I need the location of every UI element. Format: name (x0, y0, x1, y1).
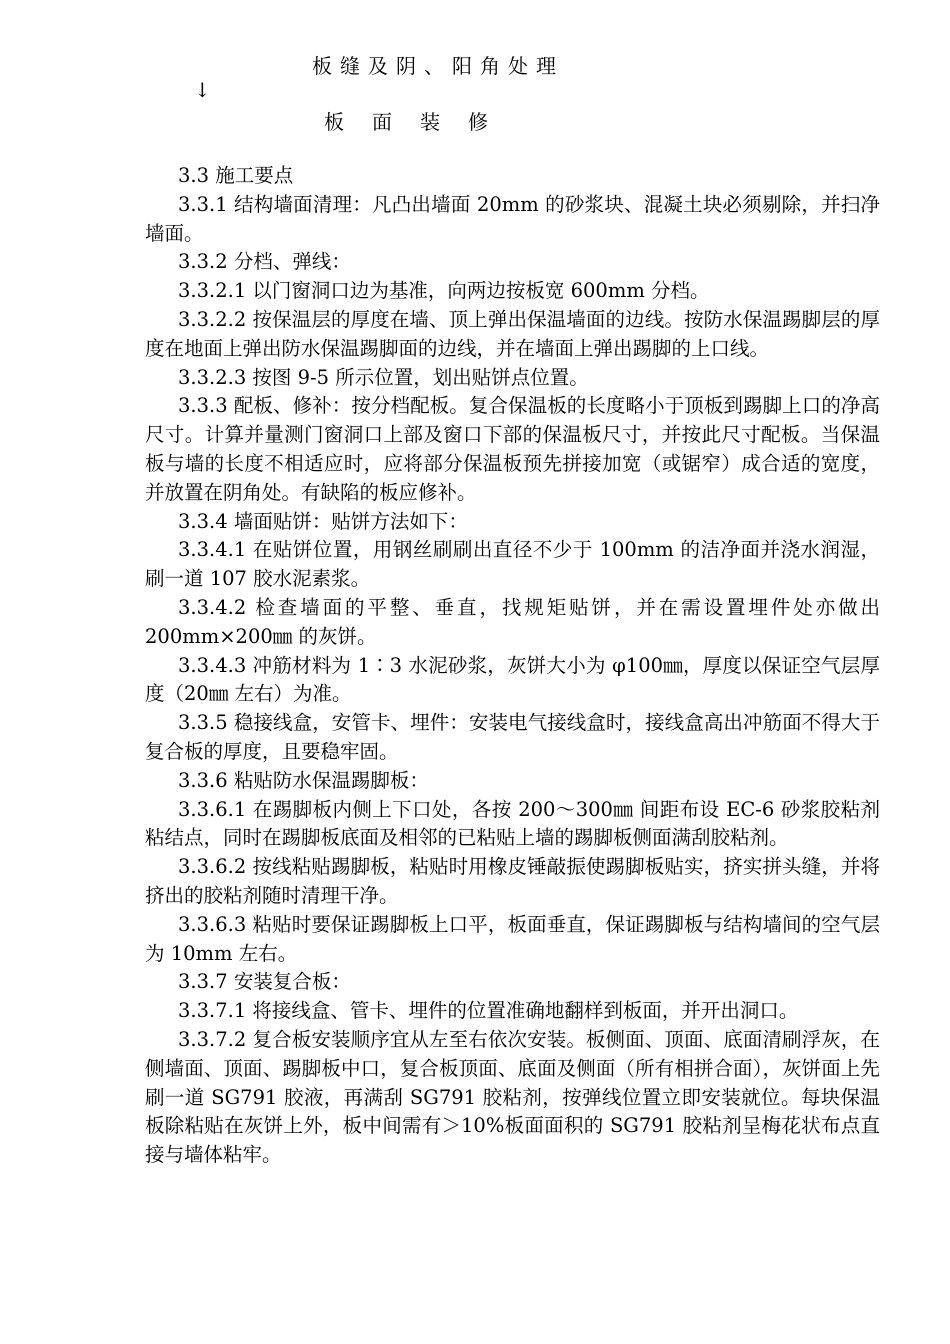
paragraph: 3.3.4.1 在贴饼位置，用钢丝刷刷出直径不少于 100mm 的洁净面并浇水润湿，刷一道 107 胶水泥素浆。 (145, 538, 880, 591)
flowchart-step-board-finish: 板面装修 (324, 110, 516, 134)
paragraph: 3.3.1 结构墙面清理：凡凸出墙面 20mm 的砂浆块、混凝土块必须剔除，并扫净墙面。 (145, 192, 880, 245)
section-heading: 3.3.6 粘贴防水保温踢脚板： (178, 768, 429, 792)
paragraph: 3.3.6.2 按线粘贴踢脚板，粘贴时用橡皮锤敲振使踢脚板贴实，挤实拼头缝，并将挤出的胶粘剂随时清理干净。 (145, 855, 880, 907)
paragraph: 3.3.3 配板、修补：按分档配板。复合保温板的长度略小于顶板到踢脚上口的净高尺寸。计算并量测门窗洞口上部及窗口下部的保温板尺寸，并按此尺寸配板。当保温板与墙的长度不相适应时，应将部分保温板预先拼接加宽（或锯窄）成合适的宽度，并放置在阴角处。有缺陷的板应修补。 (145, 394, 880, 504)
flowchart-step-board-joint-corner: 板缝及阴、阳角处理 (312, 54, 564, 78)
paragraph: 3.3.2.1 以门窗洞口边为基准，向两边按板宽 600mm 分档。 (178, 279, 710, 303)
paragraph: 3.3.2.2 按保温层的厚度在墙、顶上弹出保温墙面的边线。按防水保温踢脚层的厚度在地面上弹出防水保温踢脚面的边线，并在墙面上弹出踢脚的上口线。 (145, 307, 880, 360)
paragraph: 3.3.4.3 冲筋材料为 1∶3 水泥砂浆，灰饼大小为 φ100㎜，厚度以保证空气层厚度（20㎜ 左右）为准。 (145, 653, 880, 706)
section-heading: 3.3 施工要点 (178, 164, 294, 187)
paragraph: 3.3.6.3 粘贴时要保证踢脚板上口平，板面垂直，保证踢脚板与结构墙间的空气层为 10mm 左右。 (145, 912, 880, 965)
paragraph: 3.3.6.1 在踢脚板内侧上下口处，各按 200～300㎜ 间距布设 EC-6 砂浆胶粘剂粘结点，同时在踢脚板底面及相邻的已粘贴上墙的踢脚板侧面满刮胶粘剂。 (145, 797, 880, 850)
paragraph: 3.3.2.3 按图 9-5 所示位置，划出贴饼点位置。 (178, 365, 589, 389)
paragraph: 3.3.4.2 检查墙面的平整、垂直，找规矩贴饼，并在需设置埋件处亦做出 200mm×200㎜ 的灰饼。 (145, 595, 880, 648)
section-heading: 3.3.4 墙面贴饼：贴饼方法如下： (178, 509, 468, 533)
document-body (145, 162, 880, 1170)
flow-arrow-down-icon: ↓ (194, 78, 211, 102)
section-heading: 3.3.7 安装复合板： (178, 970, 351, 994)
paragraph: 3.3.7.2 复合板安装顺序宜从左至右依次安装。板侧面、顶面、底面清刷浮灰，在侧墙面、顶面、踢脚板中口，复合板顶面、底面及侧面（所有相拼合面），灰饼面上先刷一道 SG791 胶液，再满刮 SG791 胶粘剂，按弹线位置立即安装就位。每块保温板除粘贴在灰饼上外，板中间需有＞10%板面面积的 SG791 胶粘剂呈梅花状布点直接与墙体粘牢。 (145, 1027, 880, 1167)
paragraph: 3.3.5 稳接线盒，安管卡、埋件：安装电气接线盒时，接线盒高出冲筋面不得大于复合板的厚度，且要稳牢固。 (145, 711, 880, 763)
paragraph: 3.3.7.1 将接线盒、管卡、埋件的位置准确地翻样到板面，并开出洞口。 (178, 999, 799, 1023)
section-heading: 3.3.2 分档、弹线： (178, 250, 351, 274)
